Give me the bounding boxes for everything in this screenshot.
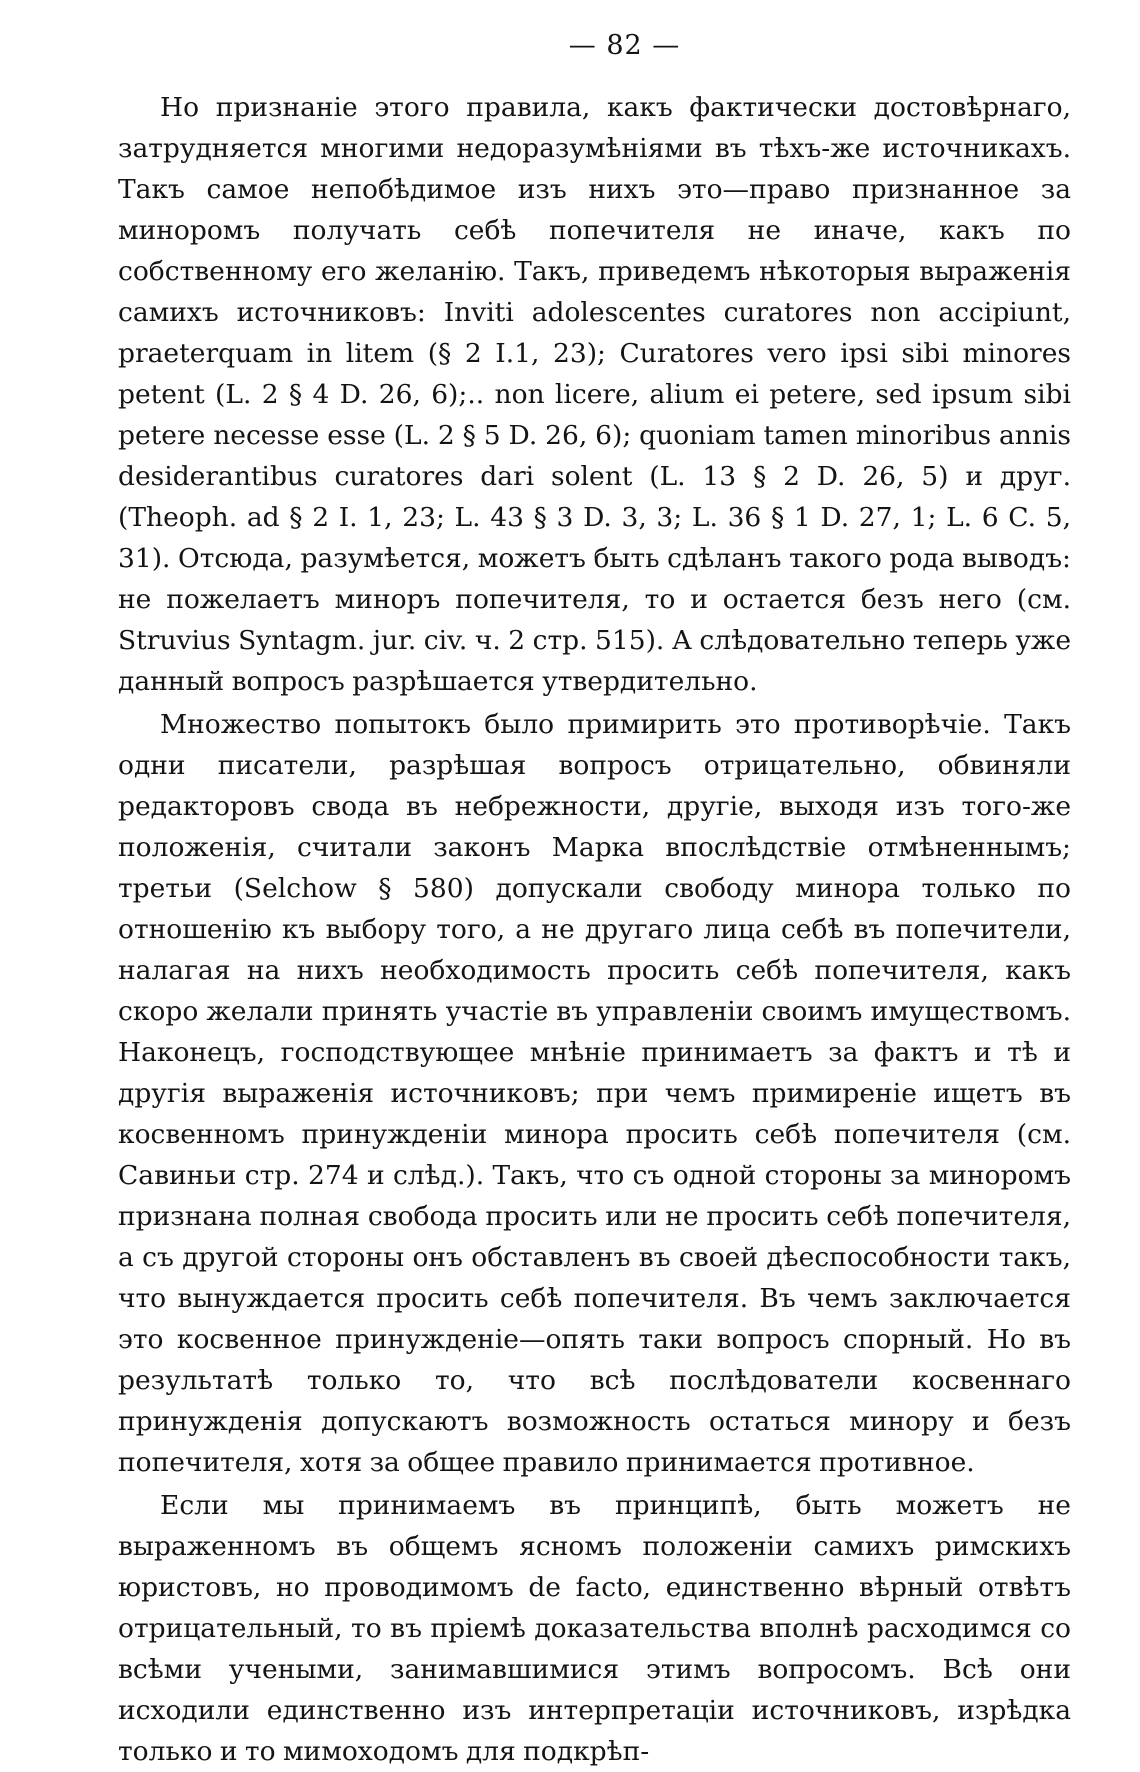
document-page (118, 30, 1071, 1772)
paragraph-3: Если мы принимаемъ въ принципѣ, быть можетъ не выраженномъ въ общемъ ясномъ положеніи самихъ римскихъ юристовъ, но проводимомъ de facto, единственно вѣрный отвѣтъ отрицательный, то въ пріемѣ доказательства вполнѣ расходимся со всѣми учеными, занимавшимися этимъ вопросомъ. Всѣ они исходили единственно изъ интерпретаціи источниковъ, изрѣдка только и то мимоходомъ для подкрѣп- (118, 1490, 1071, 1767)
page-number: — 82 — (568, 30, 681, 61)
paragraph-1: Но признаніе этого правила, какъ фактически достовѣрнаго, затрудняется многими недоразумѣніями въ тѣхъ-же источникахъ. Такъ самое непобѣдимое изъ нихъ это—право признанное за миноромъ получать себѣ попечителя не иначе, какъ по собственному его желанію. Такъ, приведемъ нѣкоторыя выраженія самихъ источниковъ: Inviti adolescentes curatores non accipiunt, praeterquam in litem (§ 2 I.1, 23); Curatores vero ipsi sibi minores petent (L. 2 § 4 D. 26, 6);.. non licere, alium ei petere, sed ipsum sibi petere necesse esse (L. 2 § 5 D. 26, 6); quoniam tamen minoribus annis desiderantibus curatores dari solent (L. 13 § 2 D. 26, 5) и друг. (Theoph. ad § 2 I. 1, 23; L. 43 § 3 D. 3, 3; L. 36 § 1 D. 27, 1; L. 6 C. 5, 31). Отсюда, разумѣется, можетъ быть сдѣланъ такого рода выводъ: не пожелаетъ миноръ попечителя, то и остается безъ него (см. Struvius Syntagm. jur. civ. ч. 2 стр. 515). А слѣдовательно теперь уже данный вопросъ разрѣшается утвердительно. (118, 92, 1071, 697)
paragraph-2: Множество попытокъ было примирить это противорѣчіе. Такъ одни писатели, разрѣшая вопросъ отрицательно, обвиняли редакторовъ свода въ небрежности, другіе, выходя изъ того-же положенія, считали законъ Марка впослѣдствіе отмѣненнымъ; третьи (Selchow § 580) допускали свободу минора только по отношенію къ выбору того, а не другаго лица себѣ въ попечители, налагая на нихъ необходимость просить себѣ попечителя, какъ скоро желали принять участіе въ управленіи своимъ имуществомъ. Наконецъ, господствующее мнѣніе принимаетъ за фактъ и тѣ и другія выраженія источниковъ; при чемъ примиреніе ищетъ въ косвенномъ принужденіи минора просить себѣ попечителя (см. Савиньи стр. 274 и слѣд.). Такъ, что съ одной стороны за миноромъ признана полная свобода просить или не просить себѣ попечителя, а съ другой стороны онъ обставленъ въ своей дѣеспособности такъ, что вынуждается просить себѣ попечителя. Въ чемъ заключается это косвенное принужденіе—опять таки вопросъ спорный. Но въ результатѣ только то, что всѣ послѣдователи косвеннаго принужденія допускаютъ возможность остаться минору и безъ попечителя, хотя за общее правило принимается противное. (118, 709, 1071, 1478)
